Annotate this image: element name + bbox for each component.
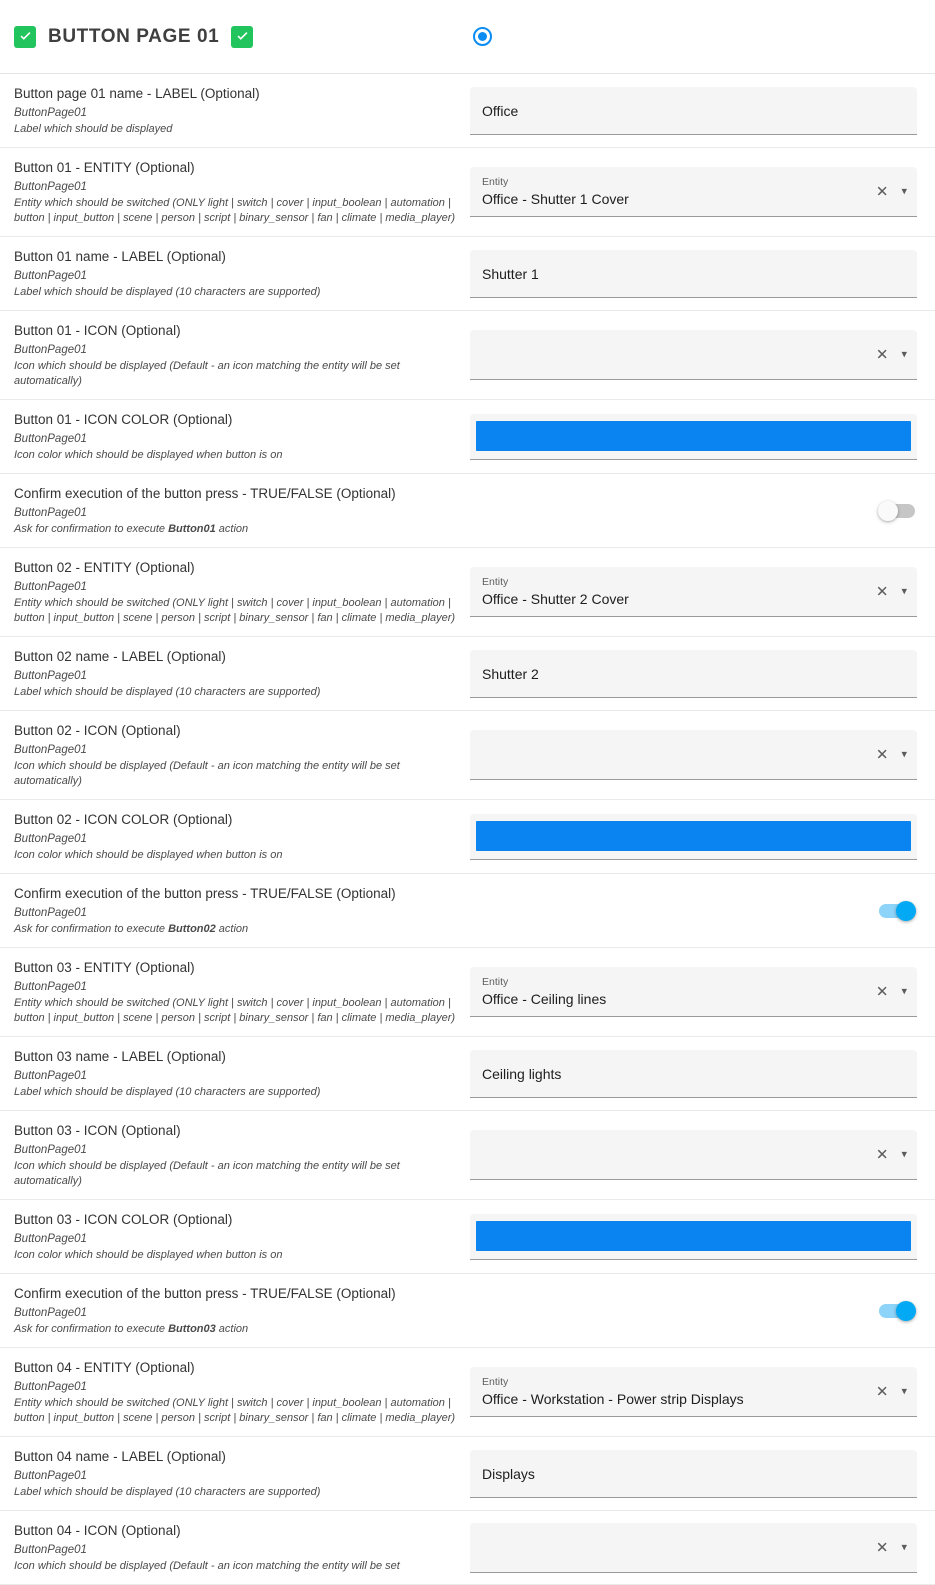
field-label: Confirm execution of the button press - TRUE/FALSE (Optional) [14,486,396,501]
row-label-area [0,1437,470,1510]
row-label-area [0,1511,470,1584]
row-label-area [0,711,470,799]
row-input-area [470,237,935,310]
field-sublabel: ButtonPage01 [14,1144,87,1156]
button01-name-input[interactable]: Shutter 1 [470,250,917,298]
field-label: Button 01 - ICON COLOR (Optional) [14,412,233,427]
field-description-line1: Entity which should be switched (ONLY light | switch | cover | input_boolean | automation | [14,597,451,609]
field-sublabel: ButtonPage01 [14,1307,87,1319]
field-label: Button 01 - ENTITY (Optional) [14,160,195,175]
row-label-area [0,637,470,710]
field-actions [876,585,907,600]
field-label: Button 03 - ICON COLOR (Optional) [14,1212,233,1227]
field-label: Button page 01 name - LABEL (Optional) [14,86,260,101]
clear-icon[interactable]: ✕ [875,1383,889,1401]
check-icon [14,26,36,48]
field-value: Office - Ceiling lines [482,990,607,1007]
field-label: Button 04 - ENTITY (Optional) [14,1360,195,1375]
button04-icon-picker[interactable] [470,1523,917,1573]
chevron-down-icon[interactable]: ▾ [901,585,907,598]
button01-confirm-toggle[interactable] [879,504,915,518]
field-sublabel: ButtonPage01 [14,270,87,282]
radio-selected-icon[interactable] [473,27,492,46]
field-label: Button 03 name - LABEL (Optional) [14,1049,226,1064]
button01-icon-color-picker[interactable] [470,414,917,460]
row-label-area [0,948,470,1036]
desc-post: action [215,1323,249,1335]
field-sublabel: ButtonPage01 [14,981,87,993]
chevron-down-icon[interactable]: ▾ [901,1385,907,1398]
row-input-area [470,548,935,636]
field-sublabel: ButtonPage01 [14,1544,87,1556]
chevron-down-icon[interactable]: ▾ [901,348,907,361]
row-buttonpage-name [0,74,935,148]
field-sublabel: ButtonPage01 [14,833,87,845]
field-label: Button 02 - ICON COLOR (Optional) [14,812,233,827]
toggle-knob [878,501,898,521]
field-label: Button 02 name - LABEL (Optional) [14,649,226,664]
field-sublabel: ButtonPage01 [14,907,87,919]
row-label-area [0,800,470,873]
row-button03-icon [0,1111,935,1200]
field-label: Confirm execution of the button press - TRUE/FALSE (Optional) [14,1286,396,1301]
field-label: Button 04 - ICON (Optional) [14,1523,181,1538]
button01-entity-picker[interactable] [470,167,917,217]
field-description-line2: automatically) [14,1175,82,1187]
field-actions [876,348,907,363]
row-button01-confirm [0,474,935,548]
button02-icon-picker[interactable] [470,730,917,780]
row-input-area [470,1274,935,1347]
field-description [14,522,456,536]
field-description: Label which should be displayed (10 characters are supported) [14,1486,321,1498]
button01-icon-picker[interactable] [470,330,917,380]
desc-bold: Button02 [168,923,216,935]
row-label-area [0,474,470,547]
chevron-down-icon[interactable]: ▾ [901,1148,907,1161]
row-input-area [470,74,935,147]
button03-confirm-toggle[interactable] [879,1304,915,1318]
button02-entity-picker[interactable] [470,567,917,617]
row-button02-icon-color [0,800,935,874]
row-input-area [470,874,935,947]
field-description-line2: button | input_button | scene | person | script | binary_sensor | fan | climate | media_player) [14,1412,456,1424]
desc-pre: Ask for confirmation to execute [14,523,169,535]
button04-name-input[interactable]: Displays [470,1450,917,1498]
page-radio-group[interactable] [473,27,492,46]
field-label: Button 01 - ICON (Optional) [14,323,181,338]
field-actions [876,185,907,200]
field-sublabel: ButtonPage01 [14,744,87,756]
buttonpage-name-input[interactable]: Office [470,87,917,135]
field-sublabel: ButtonPage01 [14,1233,87,1245]
field-description: Icon color which should be displayed when button is on [14,449,283,461]
color-swatch[interactable] [476,821,911,851]
row-input-area [470,1111,935,1199]
field-sublabel: ButtonPage01 [14,507,87,519]
row-button02-name [0,637,935,711]
row-input-area [470,1348,935,1436]
field-sublabel: ButtonPage01 [14,1070,87,1082]
desc-post: action [215,923,249,935]
row-button04-entity [0,1348,935,1437]
field-sublabel: ButtonPage01 [14,1381,87,1393]
row-button02-icon [0,711,935,800]
chevron-down-icon[interactable]: ▾ [901,985,907,998]
row-label-area [0,1037,470,1110]
row-label-area [0,1274,470,1347]
desc-post: action [215,523,249,535]
row-input-area [470,948,935,1036]
row-label-area [0,874,470,947]
desc-pre: Ask for confirmation to execute [14,923,169,935]
clear-icon[interactable]: ✕ [875,983,889,1001]
clear-icon[interactable]: ✕ [875,183,889,201]
desc-bold: Button03 [168,1323,216,1335]
field-description-line2: button | input_button | scene | person | script | binary_sensor | fan | climate | media_player) [14,1012,456,1024]
row-button03-entity [0,948,935,1037]
field-description-line1: Entity which should be switched (ONLY light | switch | cover | input_boolean | automation | [14,997,451,1009]
field-description [14,1322,456,1336]
row-input-area [470,400,935,473]
field-description-line1: Icon which should be displayed (Default - an icon matching the entity will be set [14,1160,400,1172]
row-input-area [470,1200,935,1273]
field-tag: Entity [482,975,509,988]
row-button04-name [0,1437,935,1511]
chevron-down-icon[interactable]: ▾ [901,185,907,198]
field-description [14,922,456,936]
field-tag: Entity [482,175,509,188]
button03-icon-picker[interactable] [470,1130,917,1180]
field-description-line2: button | input_button | scene | person | script | binary_sensor | fan | climate | media_player) [14,212,456,224]
row-label-area [0,1348,470,1436]
field-actions [876,1385,907,1400]
field-tag: Entity [482,575,509,588]
field-sublabel: ButtonPage01 [14,1470,87,1482]
clear-icon[interactable]: ✕ [875,583,889,601]
toggle-knob [896,901,916,921]
row-button01-name [0,237,935,311]
desc-bold: Button01 [168,523,216,535]
field-description-line2: automatically) [14,375,82,387]
row-input-area [470,148,935,236]
field-description: Icon color which should be displayed when button is on [14,1249,283,1261]
row-label-area [0,1200,470,1273]
field-sublabel: ButtonPage01 [14,670,87,682]
field-description-line1: Icon which should be displayed (Default - an icon matching the entity will be set [14,760,400,772]
field-description: Label which should be displayed [14,123,173,135]
field-label: Button 04 name - LABEL (Optional) [14,1449,226,1464]
row-button03-icon-color [0,1200,935,1274]
row-input-area [470,474,935,547]
field-actions [876,985,907,1000]
field-sublabel: ButtonPage01 [14,344,87,356]
row-input-area [470,1511,935,1584]
color-swatch[interactable] [476,421,911,451]
toggle-knob [896,1301,916,1321]
page-title: BUTTON PAGE 01 [48,25,220,47]
row-input-area [470,800,935,873]
clear-icon[interactable]: ✕ [875,1539,889,1556]
row-label-area [0,400,470,473]
row-button01-icon-color [0,400,935,474]
button03-entity-picker[interactable] [470,967,917,1017]
field-description-line1: Entity which should be switched (ONLY light | switch | cover | input_boolean | automation | [14,1397,451,1409]
field-value: Office - Shutter 1 Cover [482,190,629,207]
row-label-area [0,237,470,310]
clear-icon[interactable]: ✕ [875,746,889,764]
field-sublabel: ButtonPage01 [14,433,87,445]
row-label-area [0,74,470,147]
button03-icon-color-picker[interactable] [470,1214,917,1260]
field-actions [876,748,907,763]
row-button02-confirm [0,874,935,948]
row-input-area [470,1437,935,1510]
field-sublabel: ButtonPage01 [14,581,87,593]
desc-pre: Ask for confirmation to execute [14,1323,169,1335]
field-description: Icon color which should be displayed when button is on [14,849,283,861]
row-button03-name [0,1037,935,1111]
field-actions [876,1540,907,1555]
field-label: Button 01 name - LABEL (Optional) [14,249,226,264]
button02-name-input[interactable]: Shutter 2 [470,650,917,698]
field-label: Confirm execution of the button press - TRUE/FALSE (Optional) [14,886,396,901]
row-label-area [0,311,470,399]
row-label-area [0,148,470,236]
chevron-down-icon[interactable]: ▾ [901,1541,907,1553]
field-tag: Entity [482,1375,509,1388]
row-button02-entity [0,548,935,637]
field-sublabel: ButtonPage01 [14,107,87,119]
field-description-line1: Icon which should be displayed (Default - an icon matching the entity will be set [14,1560,400,1572]
field-description-line1: Entity which should be switched (ONLY light | switch | cover | input_boolean | automation | [14,197,451,209]
row-button04-icon [0,1511,935,1585]
field-description-line2: automatically) [14,775,82,787]
field-value: Office - Workstation - Power strip Displays [482,1390,744,1407]
field-description: Label which should be displayed (10 characters are supported) [14,686,321,698]
field-description-line1: Icon which should be displayed (Default - an icon matching the entity will be set [14,360,400,372]
field-label: Button 03 - ENTITY (Optional) [14,960,195,975]
row-label-area [0,548,470,636]
field-value: Office - Shutter 2 Cover [482,590,629,607]
field-label: Button 02 - ICON (Optional) [14,723,181,738]
row-button03-confirm [0,1274,935,1348]
page-header [0,0,935,74]
check-icon-secondary [231,26,253,48]
chevron-down-icon[interactable]: ▾ [901,748,907,761]
row-button01-entity [0,148,935,237]
button03-name-input[interactable]: Ceiling lights [470,1050,917,1098]
clear-icon[interactable]: ✕ [875,346,889,364]
row-input-area [470,637,935,710]
button02-confirm-toggle[interactable] [879,904,915,918]
color-swatch[interactable] [476,1221,911,1251]
row-button01-icon [0,311,935,400]
button02-icon-color-picker[interactable] [470,814,917,860]
row-input-area [470,711,935,799]
field-label: Button 02 - ENTITY (Optional) [14,560,195,575]
field-sublabel: ButtonPage01 [14,181,87,193]
field-label: Button 03 - ICON (Optional) [14,1123,181,1138]
field-description-line2: button | input_button | scene | person | script | binary_sensor | fan | climate | media_player) [14,612,456,624]
field-description: Label which should be displayed (10 characters are supported) [14,1086,321,1098]
row-input-area [470,311,935,399]
row-label-area [0,1111,470,1199]
clear-icon[interactable]: ✕ [875,1146,889,1164]
row-input-area [470,1037,935,1110]
field-description: Label which should be displayed (10 characters are supported) [14,286,321,298]
button04-entity-picker[interactable] [470,1367,917,1417]
field-actions [876,1148,907,1163]
